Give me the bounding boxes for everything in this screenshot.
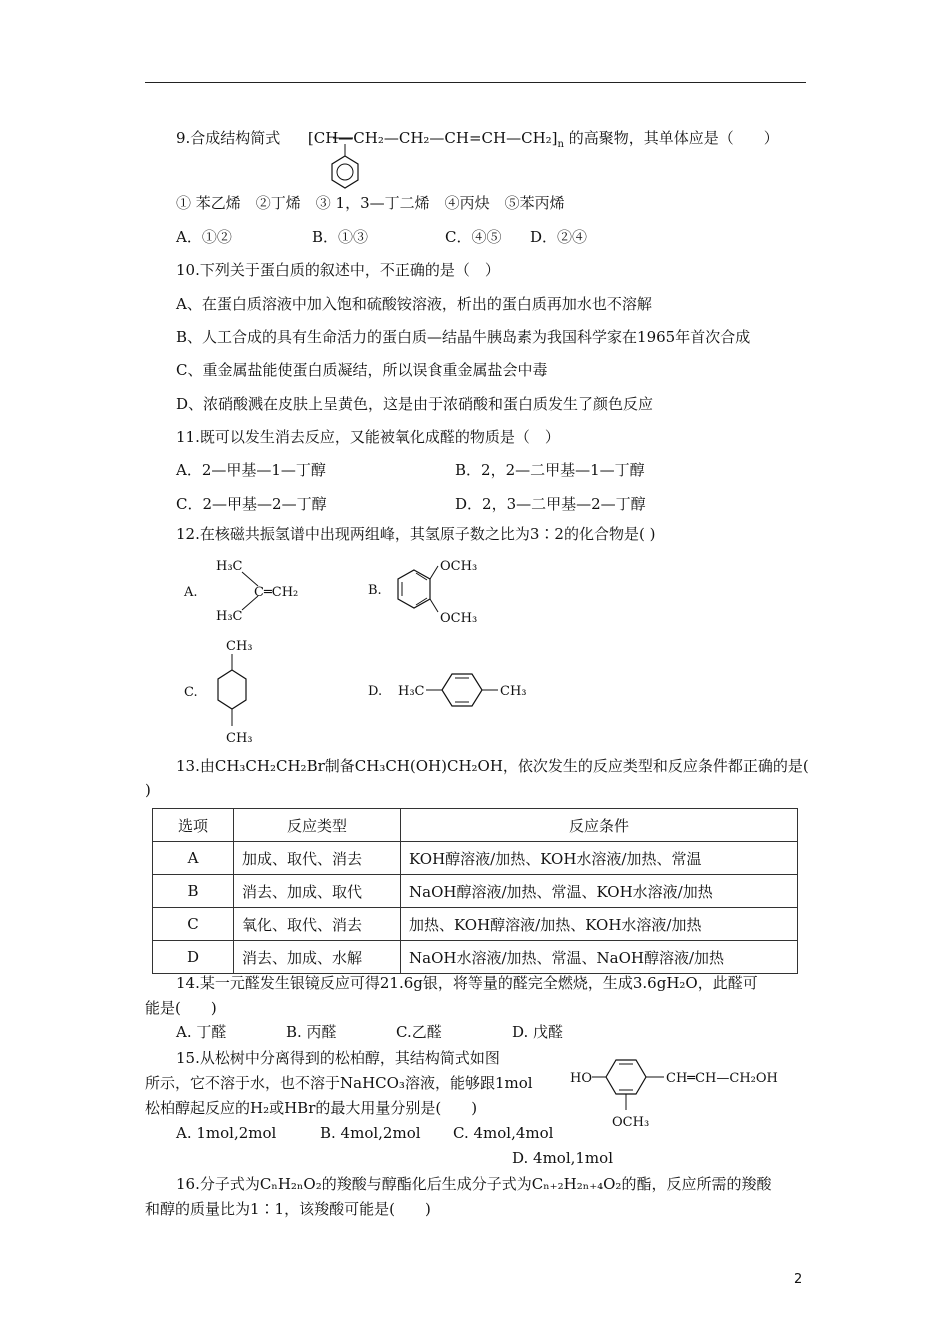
q9-option-c: C．④⑤ <box>445 228 502 246</box>
q15-fig-chain: CH═CH—CH₂OH <box>666 1071 778 1086</box>
q15-line2: 所示，它不溶于水，也不溶于NaHCO₃溶液，能够跟1mol <box>145 1074 533 1092</box>
q12-figure-a <box>180 552 320 628</box>
q15-coniferyl-alcohol-structure <box>566 1050 806 1136</box>
q11-option-b: B．2，2—二甲基—1—丁醇 <box>455 461 645 479</box>
q12-d-left: H₃C <box>398 684 425 699</box>
q13-row-b-condition: NaOH醇溶液/加热、常温、KOH水溶液/加热 <box>401 875 798 908</box>
q15-option-d: D. 4mol,1mol <box>512 1149 613 1167</box>
q15-option-b: B. 4mol,2mol <box>320 1124 421 1142</box>
q14-option-a: A. 丁醛 <box>176 1023 227 1041</box>
q9-option-b: B．①③ <box>312 228 369 246</box>
q10-option-b: B、人工合成的具有生命活力的蛋白质—结晶牛胰岛素为我国科学家在1965年首次合成 <box>176 328 751 346</box>
q9-stem-tail: 的高聚物，其单体应是（ ） <box>568 129 779 147</box>
q9-option-a: A．①② <box>176 228 232 246</box>
q11-option-d: D．2，3—二甲基—2—丁醇 <box>455 495 646 513</box>
q13-header-option: 选项 <box>153 809 234 842</box>
q16-line2: 和醇的质量比为1∶1，该羧酸可能是( ) <box>145 1200 431 1218</box>
q13-row-b-type: 消去、加成、取代 <box>234 875 401 908</box>
q13-row-d-type: 消去、加成、水解 <box>234 941 401 974</box>
q12-c-bottom: CH₃ <box>226 731 253 746</box>
q15-fig-bottom: OCH₃ <box>612 1115 650 1130</box>
q12-d-label: D. <box>368 684 383 699</box>
q12-a-top: H₃C <box>216 559 243 574</box>
q15-line1: 15.从松树中分离得到的松柏醇，其结构简式如图 <box>176 1049 500 1067</box>
q12-stem: 12.在核磁共振氢谱中出现两组峰，其氢原子数之比为3∶2的化合物是( ) <box>176 525 656 543</box>
q13-stem-tail: ) <box>145 781 151 799</box>
q13-row-a-option: A <box>153 842 234 875</box>
q13-row-d-option: D <box>153 941 234 974</box>
q12-figure-d <box>366 664 546 714</box>
q13-stem: 13.由CH₃CH₂CH₂Br制备CH₃CH(OH)CH₂OH，依次发生的反应类型和反应条件都正确的是( <box>176 757 809 775</box>
q13-table <box>152 808 798 974</box>
q13-row-c-condition: 加热、KOH醇溶液/加热、KOH水溶液/加热 <box>401 908 798 941</box>
q10-stem: 10.下列关于蛋白质的叙述中，不正确的是（ ） <box>176 261 500 279</box>
q9-items: ① 苯乙烯 ②丁烯 ③ 1，3—丁二烯 ④丙炔 ⑤苯丙烯 <box>176 194 565 212</box>
q14-stem-line2: 能是( ) <box>145 999 217 1017</box>
table-row <box>153 941 798 974</box>
q9-formula: [CH—CH₂—CH₂—CH=CH—CH₂] <box>307 129 558 147</box>
q12-b-bottom: OCH₃ <box>440 611 478 626</box>
q11-stem: 11.既可以发生消去反应，又能被氧化成醛的物质是（ ） <box>176 428 560 446</box>
q10-option-a: A、在蛋白质溶液中加入饱和硫酸铵溶液，析出的蛋白质再加水也不溶解 <box>176 295 652 313</box>
q11-option-a: A．2—甲基—1—丁醇 <box>176 461 326 479</box>
q14-stem-line1: 14.某一元醛发生银镜反应可得21.6g银，将等量的醛完全燃烧，生成3.6gH₂O，此醛可 <box>176 974 758 992</box>
header-rule <box>145 82 806 83</box>
q14-option-b: B. 丙醛 <box>286 1023 337 1041</box>
q12-figure-b <box>366 552 506 632</box>
q12-c-label: C. <box>184 685 198 700</box>
q9-option-d: D．②④ <box>530 228 588 246</box>
q9-formula-sub: n <box>557 139 564 150</box>
q13-row-d-condition: NaOH水溶液/加热、常温、NaOH醇溶液/加热 <box>401 941 798 974</box>
table-row <box>153 908 798 941</box>
q13-row-a-type: 加成、取代、消去 <box>234 842 401 875</box>
q11-option-c: C．2—甲基—2—丁醇 <box>176 495 327 513</box>
q15-option-a: A. 1mol,2mol <box>176 1124 277 1142</box>
q14-option-c: C.乙醛 <box>396 1023 442 1041</box>
q14-option-d: D. 戊醛 <box>512 1023 564 1041</box>
q10-option-c: C、重金属盐能使蛋白质凝结，所以误食重金属盐会中毒 <box>176 361 548 379</box>
q10-option-d: D、浓硝酸溅在皮肤上呈黄色，这是由于浓硝酸和蛋白质发生了颜色反应 <box>176 395 654 413</box>
table-row <box>153 842 798 875</box>
q13-row-c-type: 氧化、取代、消去 <box>234 908 401 941</box>
q15-line3: 松柏醇起反应的H₂或HBr的最大用量分别是( ) <box>145 1099 478 1117</box>
q12-d-right: CH₃ <box>500 684 527 699</box>
q13-row-b-option: B <box>153 875 234 908</box>
q12-a-right: C═CH₂ <box>254 585 299 600</box>
q12-c-top: CH₃ <box>226 639 253 654</box>
q12-a-bottom: H₃C <box>216 609 243 624</box>
q15-fig-left: HO <box>570 1071 592 1086</box>
q13-header-condition: 反应条件 <box>401 809 798 842</box>
q12-figure-c <box>180 634 280 748</box>
table-row <box>153 875 798 908</box>
q16-line1: 16.分子式为CₙH₂ₙO₂的羧酸与醇酯化后生成分子式为Cₙ₊₂H₂ₙ₊₄O₂的酯，反应所需的羧酸 <box>176 1175 772 1193</box>
q12-b-label: B. <box>368 583 382 598</box>
q12-a-label: A. <box>184 585 198 600</box>
q9-benzene-ring <box>325 130 365 194</box>
q9-stem: 9.合成结构简式 <box>176 129 281 147</box>
q13-header-type: 反应类型 <box>234 809 401 842</box>
q13-row-a-condition: KOH醇溶液/加热、KOH水溶液/加热、常温 <box>401 842 798 875</box>
page-number: 2 <box>794 1272 803 1287</box>
q9-stem-line <box>176 128 779 155</box>
q12-b-top: OCH₃ <box>440 559 478 574</box>
q15-option-c: C. 4mol,4mol <box>453 1124 554 1142</box>
q13-row-c-option: C <box>153 908 234 941</box>
q13-table-header-row <box>153 809 798 842</box>
